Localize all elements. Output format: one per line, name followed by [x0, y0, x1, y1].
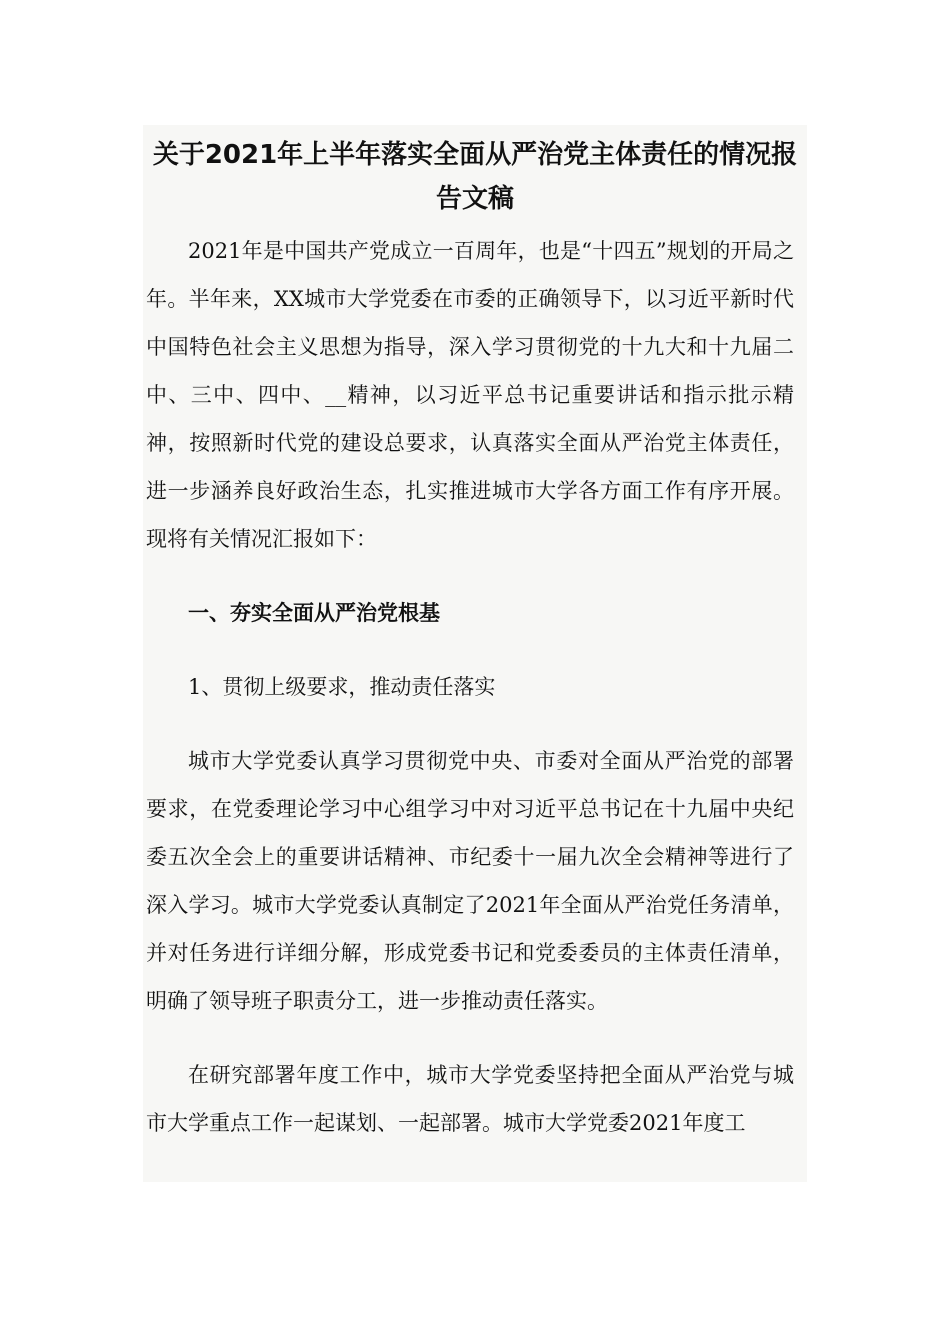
body-paragraph-1: 城市大学党委认真学习贯彻党中央、市委对全面从严治党的部署要求，在党委理论学习中心组学习中对习近平总书记在十九届中央纪委五次全会上的重要讲话精神、市纪委十一届九次全会精神等进行了深入学习。城市大学党委认真制定了2021年全面从严治党任务清单，并对任务进行详细分解，形成党委书记和党委委员的主体责任清单，明确了领导班子职责分工，进一步推动责任落实。 — [146, 749, 794, 1013]
body-paragraph-2: 在研究部署年度工作中，城市大学党委坚持把全面从严治党与城市大学重点工作一起谋划、一起部署。城市大学党委2021年度工 — [146, 1063, 794, 1135]
document-title: 关于2021年上半年落实全面从严治党主体责任的情况报告文稿 — [152, 140, 798, 214]
subsection-heading-1: 1、贯彻上级要求，推动责任落实 — [188, 675, 496, 699]
document-body — [146, 227, 794, 1147]
intro-paragraph: 2021年是中国共产党成立一百周年，也是“十四五”规划的开局之年。半年来，XX城市大学党委在市委的正确领导下，以习近平新时代中国特色社会主义思想为指导，深入学习贯彻党的十九大和十九届二中、三中、四中、__精神，以习近平总书记重要讲话和指示批示精神，按照新时代党的建设总要求，认真落实全面从严治党主体责任，进一步涵养良好政治生态，扎实推进城市大学各方面工作有序开展。现将有关情况汇报如下： — [146, 239, 794, 551]
section-heading-1: 一、夯实全面从严治党根基 — [188, 601, 440, 625]
document-page — [143, 125, 807, 1182]
